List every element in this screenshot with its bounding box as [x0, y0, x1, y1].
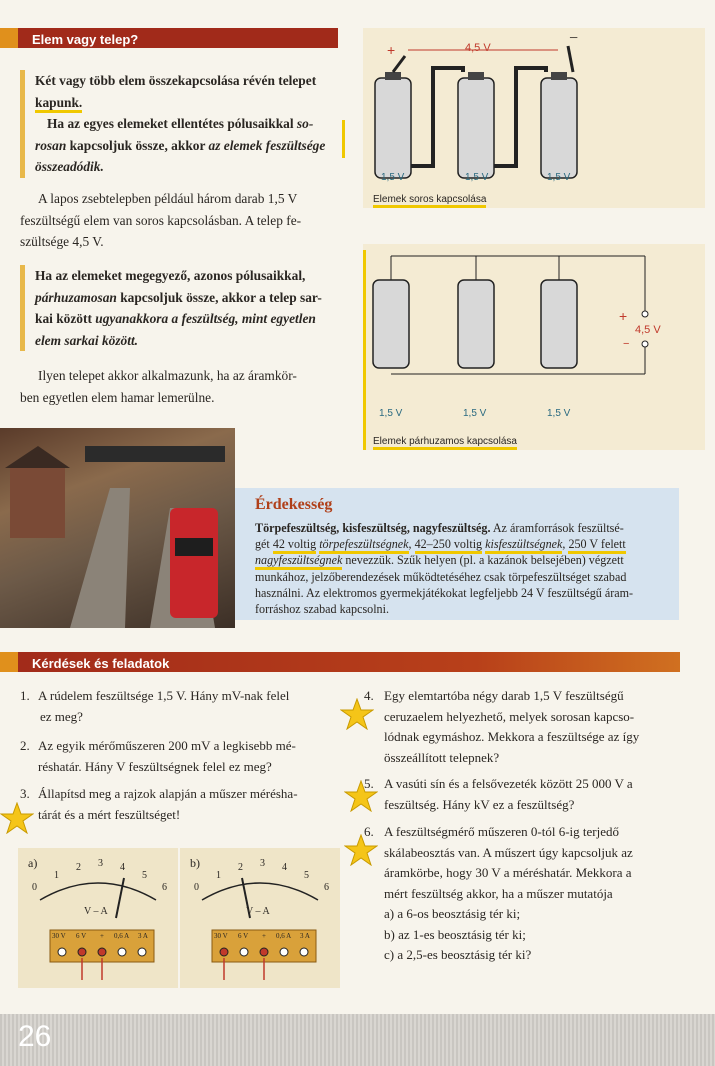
minus-sign: − [623, 338, 630, 350]
highlight-bracket [342, 120, 345, 158]
terminal-socket-active [220, 948, 228, 956]
minus-sign: − [569, 30, 579, 47]
rule-line: párhuzamosan kapcsoljuk össze, akkor a telep sar- [35, 289, 322, 305]
battery-cell [458, 280, 494, 368]
rule-line: összeadódik. [35, 159, 104, 174]
interesting-fact-box [235, 488, 679, 620]
meter-scale-arc [40, 883, 156, 900]
total-voltage-label: 4,5 V [465, 42, 491, 54]
meter-tick: 6 [162, 882, 167, 893]
answer-option: a) a 6-os beosztásig tér ki; [384, 906, 521, 921]
meter-range-label: 3 A [300, 932, 310, 940]
meter-label: a) [28, 856, 38, 870]
section-title: Kérdések és feladatok [32, 656, 170, 671]
battery-cell [458, 78, 494, 178]
meter-dial [180, 848, 340, 988]
meter-tick: 2 [238, 862, 243, 873]
question-number: 5. [364, 776, 374, 791]
example-paragraph [20, 188, 350, 253]
terminal-socket-active [98, 948, 106, 956]
battery-cell [375, 78, 411, 178]
rule-line: rosan kapcsoljuk össze, akkor az elemek feszültsége [35, 137, 326, 153]
series-wire [411, 68, 463, 166]
question-6 [356, 822, 680, 966]
answer-option: c) a 2,5-es beosztásig tér ki? [384, 947, 532, 962]
meter-tick: 2 [76, 862, 81, 873]
difficulty-star-icon [0, 802, 34, 834]
question-text: Egy elemtartóba négy darab 1,5 V feszültségű ceruzaelem helyezhető, melyek sorosan kapcso- lódnak egymáshoz. Mekkora a feszültsége az így összeállított telepnek? [384, 688, 640, 765]
cell-voltage-label: 1,5 V [381, 172, 405, 183]
model-house [10, 468, 65, 538]
terminal-socket [280, 948, 288, 956]
section-header-accent [0, 28, 18, 48]
meter-range-label: 3 A [138, 932, 148, 940]
voltmeter-a [18, 848, 178, 988]
plus-sign: + [387, 42, 396, 58]
terminal-socket [300, 948, 308, 956]
meter-range-label: 0,6 A [276, 932, 292, 940]
difficulty-star-icon [340, 698, 374, 730]
text-line: szültsége 4,5 V. [20, 234, 104, 249]
figure-series-connection [363, 28, 705, 208]
question-text: Állapítsd meg a rajzok alapján a műszer mérésha- tárát és a mért feszültséget! [38, 786, 298, 822]
question-text: A rúdelem feszültsége 1,5 V. Hány mV-nak felel ez meg? [38, 688, 290, 724]
terminal-socket [58, 948, 66, 956]
rule-line: elem sarkai között. [35, 332, 139, 348]
parallel-circuit-diagram [363, 244, 705, 450]
difficulty-star-icon [344, 780, 378, 812]
cell-voltage-label: 1,5 V [547, 172, 571, 183]
meter-tick: 0 [32, 882, 37, 893]
minus-terminal [642, 341, 648, 347]
meter-range-label: 6 V [76, 932, 87, 940]
cell-voltage-label: 1,5 V [465, 172, 489, 183]
figure-parallel-connection [363, 244, 705, 450]
meter-tick: 0 [194, 882, 199, 893]
battery-terminal [551, 72, 567, 80]
question-4 [356, 686, 680, 768]
page-footer [0, 1014, 715, 1066]
series-wire [494, 68, 546, 166]
meter-tick: 4 [120, 862, 125, 873]
question-1 [20, 686, 338, 727]
plus-lead [393, 56, 405, 72]
train-scene [0, 428, 235, 628]
plus-terminal [642, 311, 648, 317]
meter-range-label: 6 V [238, 932, 249, 940]
meter-tick: 3 [98, 858, 103, 869]
question-text: A feszültségmérő műszeren 0-tól 6-ig terjedő skálabeosztás van. A műszert úgy kapcsoljuk az áramkörbe, hogy 30 V a méréshatár. Mekkora a mért feszültség akkor, ha a műszer mutatója [384, 824, 633, 901]
question-5 [356, 774, 680, 815]
meter-range-label: 30 V [52, 932, 66, 940]
battery-terminal [385, 72, 401, 80]
model-roof [5, 446, 70, 468]
model-train-photo [0, 428, 235, 628]
meter-tick: 1 [216, 870, 221, 881]
rule-line: Ha az egyes elemeket ellentétes pólusaikkal so- [47, 116, 314, 131]
meter-range-label: + [100, 932, 104, 940]
meter-dial [18, 848, 178, 988]
terminal-socket-active [78, 948, 86, 956]
difficulty-star-icon [344, 834, 378, 866]
meter-tick: 5 [142, 870, 147, 881]
plus-sign: + [619, 308, 628, 324]
rule-parallel [20, 265, 350, 351]
voltmeter-b [180, 848, 340, 988]
terminal-socket [118, 948, 126, 956]
answer-option: b) az 1-es beosztásig tér ki; [384, 926, 526, 942]
battery-terminal [468, 72, 484, 80]
figure-highlight-bracket [363, 250, 366, 450]
meter-label: b) [190, 856, 200, 870]
total-voltage-label: 4,5 V [635, 324, 661, 336]
meter-needle [116, 878, 124, 918]
section-header-accent [0, 652, 18, 672]
text-line: feszültségű elem van soros kapcsolásban. A telep fe- [20, 212, 302, 228]
figure-caption: Elemek soros kapcsolása [373, 194, 486, 208]
usage-paragraph [20, 365, 350, 408]
rule-line: kai között ugyanakkora a feszültség, mint egyetlen [35, 311, 316, 326]
text-line: Ilyen telepet akkor alkalmazunk, ha az áramkör- [38, 368, 297, 383]
rule-line: Ha az elemeket megegyező, azonos pólusaikkal, [35, 268, 306, 283]
meter-tick: 5 [304, 870, 309, 881]
terminal-socket [240, 948, 248, 956]
meter-tick: 6 [324, 882, 329, 893]
meter-range-label: 30 V [214, 932, 228, 940]
note-heading: Érdekesség [255, 496, 333, 513]
meter-scale-arc [202, 883, 318, 900]
series-circuit-diagram [363, 28, 705, 208]
cell-voltage-label: 1,5 V [463, 408, 487, 419]
question-number: 3. [20, 786, 30, 801]
locomotive-window [175, 538, 213, 556]
rule-line: kapunk. [35, 92, 350, 114]
rule-series [20, 70, 350, 178]
text-line: A lapos zsebtelepben például három darab 1,5 V [38, 191, 298, 206]
battery-cell [373, 280, 409, 368]
meter-unit: V – A [84, 906, 108, 917]
meter-tick: 3 [260, 858, 265, 869]
meter-tick: 1 [54, 870, 59, 881]
station-roof [85, 446, 225, 462]
meter-range-label: + [262, 932, 266, 940]
text-line: ben egyetlen elem hamar lemerülne. [20, 389, 215, 405]
meter-tick: 4 [282, 862, 287, 873]
question-text: A vasúti sín és a felsővezeték között 25 000 V a feszültség. Hány kV ez a feszültség? [384, 776, 633, 812]
question-number: 1. [20, 688, 30, 703]
question-number: 2. [20, 738, 30, 753]
battery-cell [541, 280, 577, 368]
question-2 [20, 736, 338, 777]
section-header-elem-vagy-telep [0, 28, 338, 48]
question-3 [20, 784, 338, 825]
section-title: Elem vagy telep? [32, 32, 139, 47]
minus-lead [568, 46, 573, 72]
cell-voltage-label: 1,5 V [379, 408, 403, 419]
terminal-socket-active [260, 948, 268, 956]
section-header-kerdesek [0, 652, 680, 672]
meter-unit: V – A [246, 906, 270, 917]
rail-track [70, 488, 130, 628]
question-text: Az egyik mérőműszeren 200 mV a legkisebb mé- réshatár. Hány V feszültségnek felel ez meg? [38, 738, 296, 774]
question-number: 4. [364, 688, 374, 703]
rule-line: Két vagy több elem összekapcsolása révén telepet [35, 73, 317, 88]
page-number: 26 [18, 1020, 52, 1053]
battery-cell [541, 78, 577, 178]
red-locomotive [170, 508, 218, 618]
meter-range-label: 0,6 A [114, 932, 130, 940]
cell-voltage-label: 1,5 V [547, 408, 571, 419]
figure-caption: Elemek párhuzamos kapcsolása [373, 436, 517, 450]
question-number: 6. [364, 824, 374, 839]
note-text: Törpefeszültség, kisfeszültség, nagyfeszültség. Az áramforrások feszültsé- gét 42 voltig törpefeszültségnek, 42–250 voltig kisfeszültségnek, 250 V felett nagyfeszültségnek nevezzük. Szűk helyen (pl. a kazánok belsejében) végzett munkához, jelzőberendezések működtetéséhez csak törpefeszültséget szabad használni. Az elektromos gyermekjátékokat legfeljebb 24 V feszültségű áram- forráshoz szabad kapcsolni. [255, 521, 634, 617]
terminal-socket [138, 948, 146, 956]
